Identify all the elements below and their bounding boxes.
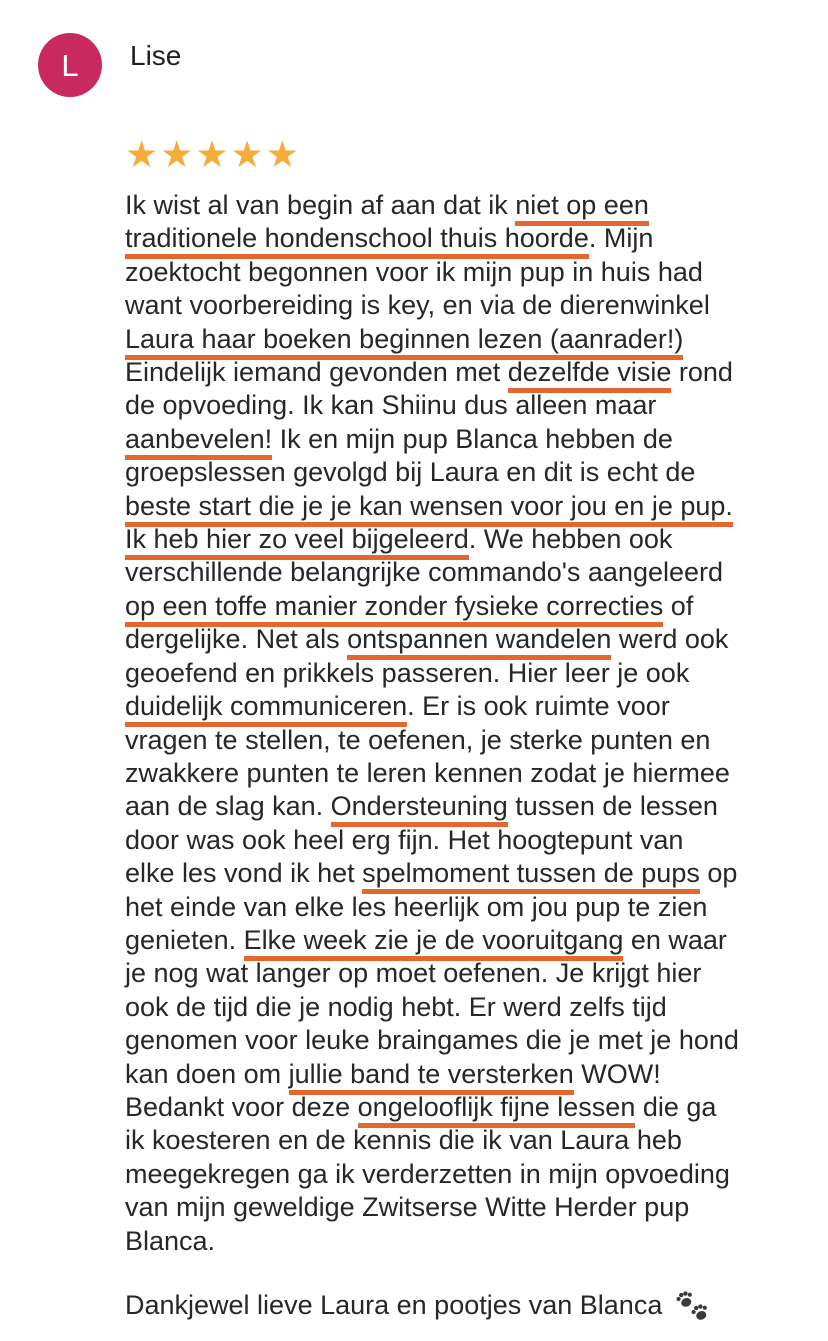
review-line [125,957,798,990]
star-rating [125,134,798,175]
review-line [125,456,798,489]
review-content [0,134,828,1332]
review-text-segment: de opvoeding. Ik kan Shiinu dus alleen maar [125,390,657,421]
reviewer-name[interactable]: Lise [130,40,182,71]
review-text-segment: je nog wat langer op moet oefenen. Je krijgt hier [125,958,702,989]
review-text-segment: door was ook heel erg fijn. Het hoogtepunt van [125,824,684,855]
highlighted-phrase: ontspannen wandelen [347,624,611,660]
review-line [125,289,798,322]
review-line [125,924,798,957]
review-line [125,189,798,222]
review-text-segment: en waar [623,924,727,955]
highlighted-phrase: Ik heb hier zo veel bijgeleerd [125,524,469,560]
review-line [125,590,798,623]
highlighted-phrase: op een toffe manier zonder fysieke correcties [125,591,663,627]
review-header [0,0,828,97]
review-text-segment: vragen te stellen, te oefenen, je sterke punten en [125,724,711,755]
review-line [125,423,798,456]
review-line [125,556,798,589]
review-line [125,991,798,1024]
star-icon: ★ [195,134,231,175]
review-line [125,891,798,924]
review-text-segment: verschillende belangrijke commando's aangeleerd [125,557,724,588]
avatar[interactable] [38,33,102,97]
review-text-segment: ik koesteren en de kennis die ik van Laura heb [125,1125,682,1156]
highlighted-phrase: dezelfde visie [508,357,672,393]
review-line [125,623,798,656]
review-line [125,490,798,523]
review-text-segment: rond [671,357,733,388]
review-line [125,1158,798,1191]
paw-prints-icon [672,1288,712,1332]
review-text-segment: meegekregen ga ik verderzetten in mijn opvoeding [125,1158,730,1189]
review-text-segment: op [699,858,738,889]
review-text-segment: Eindelijk iemand gevonden met [125,357,508,388]
review-text-segment: geoefend en prikkels passeren. Hier leer je ook [125,657,690,688]
closing-text: Dankjewel lieve Laura en pootjes van Blanca [125,1290,663,1320]
review-line [125,256,798,289]
review-line [125,1091,798,1124]
review-text-segment: genomen voor leuke braingames die je met je hond [125,1025,739,1056]
highlighted-phrase: spelmoment tussen de pups [362,858,700,894]
review-text-segment: Ik en mijn pup Blanca hebben de [272,423,673,454]
review-text-segment: tussen de lessen [507,791,718,822]
review-text-segment: ook de tijd die je nodig hebt. Er werd zelfs tijd [125,991,667,1022]
review-line [125,356,798,389]
star-icon: ★ [160,134,196,175]
review-text-segment: Bedankt voor deze [125,1091,358,1122]
review-line [125,790,798,823]
review-line [125,1124,798,1157]
review-text-segment: die ga [635,1091,717,1122]
highlighted-phrase: jullie band te versterken [289,1059,574,1095]
review-text-segment: zwakkere punten te leren kennen zodat je hiermee [125,757,730,788]
review-text-segment: Ik wist al van begin af aan dat ik [125,190,516,220]
review-line [125,690,798,723]
review-line [125,523,798,556]
highlighted-phrase: aanbevelen! [125,424,272,460]
highlighted-phrase: duidelijk communiceren [125,691,407,727]
review-text-segment: Blanca. [125,1225,216,1256]
highlighted-phrase: traditionele hondenschool thuis hoorde [125,223,589,259]
highlighted-phrase: beste start die je je kan wensen voor jou en je pup. [125,491,733,527]
review-text-segment: genieten. [125,924,244,955]
review-text [125,189,798,1258]
highlighted-phrase: Laura haar boeken beginnen lezen (aanrader!) [125,324,683,360]
review-text-segment: zoektocht begonnen voor ik mijn pup in huis had [125,256,703,287]
review-line [125,1058,798,1091]
review-text-segment: of [663,590,694,621]
review-text-segment: aan de slag kan. [125,791,331,822]
star-icon: ★ [265,134,301,175]
review-text-segment: werd ook [611,624,729,655]
review-text-segment: WOW! [573,1058,661,1089]
review-text-segment: want voorbereiding is key, en via de dierenwinkel [125,290,710,321]
highlighted-phrase: Elke week zie je de vooruitgang [244,925,624,961]
highlighted-phrase: niet op een [515,190,649,226]
closing-line [125,1288,798,1332]
review-text-segment: . We hebben ook [468,524,673,555]
avatar-initial: L [61,47,79,83]
review-line [125,757,798,790]
review-line [125,857,798,890]
review-text-segment: . Er is ook ruimte voor [407,691,670,722]
review-line [125,724,798,757]
review-line [125,1225,798,1258]
review-text-segment: kan doen om [125,1058,289,1089]
review-line [125,657,798,690]
review-line [125,389,798,422]
review-line [125,222,798,255]
review-text-segment: dergelijke. Net als [125,624,348,655]
review-text-segment: . Mijn [588,223,654,254]
review-line [125,1191,798,1224]
star-icon: ★ [125,134,161,175]
review-line [125,824,798,857]
review-line [125,1024,798,1057]
review-line [125,323,798,356]
review-text-segment: het einde van elke les heerlijk om jou pup te zien [125,891,708,922]
highlighted-phrase: ongelooflijk fijne lessen [358,1092,636,1128]
review-text-segment: van mijn geweldige Zwitserse Witte Herder pup [125,1192,690,1223]
review-text-segment: groepslessen gevolgd bij Laura en dit is echt de [125,457,696,488]
star-icon: ★ [230,134,266,175]
review-text-segment: elke les vond ik het [125,858,363,889]
highlighted-phrase: Ondersteuning [331,791,508,827]
